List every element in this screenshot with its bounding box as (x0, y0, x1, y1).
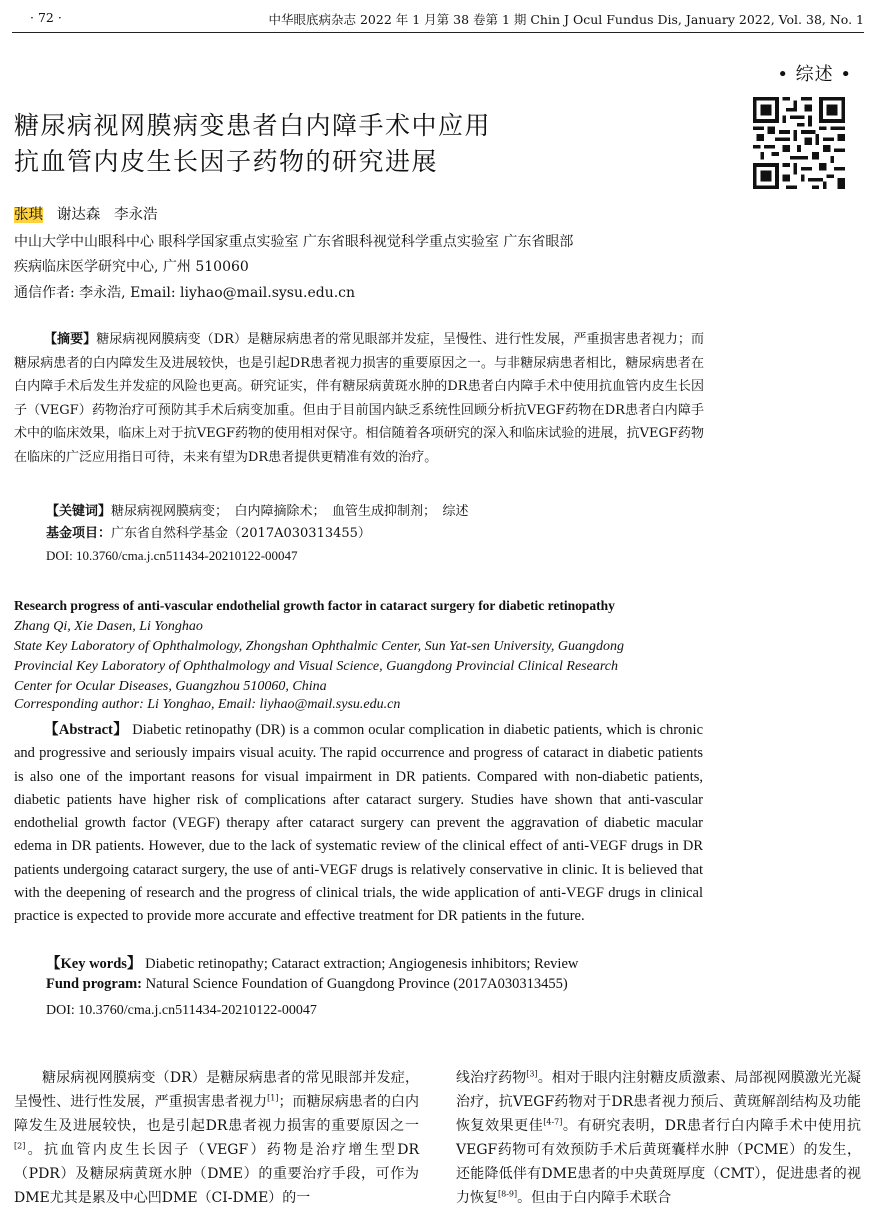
body-right-text-b: 。相对于眼内注射糖皮质激素、局部视网膜激光光凝治疗，抗VEGF药物对于DR患者视力预后、黄斑解剖结构及功能恢复效果更佳 (456, 1070, 861, 1134)
authors-en: Zhang Qi, Xie Dasen, Li Yonghao (14, 619, 203, 634)
header-divider (12, 32, 864, 33)
article-title-en: Research progress of anti-vascular endothelial growth factor in cataract surgery for diabetic retinopathy (14, 598, 615, 613)
body-left-text-b: ；而糖尿病患者的白内障发生及进展较快，也是引起DR患者视力损害的重要原因之一 (14, 1094, 420, 1134)
body-column-right (456, 1066, 861, 1210)
corresponding-author-zh: 通信作者: 李永浩, Email: liyhao@mail.sysu.edu.cn (14, 285, 356, 301)
abstract-label-en: 【Abstract】 (44, 722, 129, 738)
qr-code-icon (753, 97, 845, 189)
authors-zh (14, 203, 158, 228)
affiliation-en-line-2: Provincial Key Laboratory of Ophthalmology and Visual Science, Guangdong Provincial Clinical Research (14, 659, 618, 674)
title-line-2: 抗血管内皮生长因子药物的研究进展 (14, 147, 439, 176)
citation-4-7[interactable]: [4-7] (543, 1117, 563, 1127)
page-number: · 72 · (30, 10, 62, 25)
body-left-text-a: 糖尿病视网膜病变（DR）是糖尿病患者的常见眼部并发症，呈慢性、进行性发展，严重损害患者视力 (14, 1070, 419, 1110)
affiliation-en-line-3: Center for Ocular Diseases, Guangzhou 510060, China (14, 679, 327, 694)
fund-label-en: Fund program: (46, 976, 143, 992)
fund-text-en: Natural Science Foundation of Guangdong Province (2017A030313455) (145, 976, 568, 992)
author-2: 谢达森 (56, 207, 101, 223)
citation-3[interactable]: [3] (526, 1069, 538, 1079)
body-right-text-c: 。有研究表明，DR患者行白内障手术中使用抗VEGF药物可有效预防手术后黄斑囊样水肿（PCME）的发生，还能降低伴有DME患者的中央黄斑厚度（CMT），促进患者的视力恢复 (456, 1118, 862, 1206)
body-right-text-d: 。但由于白内障手术联合 (517, 1190, 672, 1206)
citation-8-9[interactable]: [8-9] (498, 1189, 518, 1199)
fund-en (46, 976, 568, 993)
abstract-en (14, 719, 703, 929)
affiliation-en-line-1: State Key Laboratory of Ophthalmology, Zhongshan Ophthalmic Center, Sun Yat-sen University, Guangdong (14, 639, 625, 654)
keywords-text-en: Diabetic retinopathy; Cataract extraction; Angiogenesis inhibitors; Review (145, 956, 579, 972)
abstract-text-zh: 糖尿病视网膜病变（DR）是糖尿病患者的常见眼部并发症，呈慢性、进行性发展，严重损害患者视力；而糖尿病患者的白内障发生及进展较快，也是引起DR患者视力损害的重要原因之一。与非糖尿病患者相比，糖尿病患者在白内障手术后发生并发症的风险也更高。研究证实，伴有糖尿病黄斑水肿的DR患者白内障手术中使用抗血管内皮生长因子（VEGF）药物治疗可预防其手术后病变加重。但由于目前国内缺乏系统性回顾分析抗VEGF药物在DR患者白内障手术中的临床效果，临床上对于抗VEGF药物的使用相对保守。相信随着各项研究的深入和临床试验的进展，抗VEGF药物在临床的广泛应用指日可待，未来有望为DR患者提供更精准有效的治疗。 (14, 332, 704, 465)
fund-zh (46, 523, 371, 545)
affiliation-line-2: 疾病临床医学研究中心, 广州 510060 (14, 259, 249, 275)
abstract-label-zh: 【摘要】 (44, 332, 97, 347)
doi-en: DOI: 10.3760/cma.j.cn511434-20210122-00047 (46, 1003, 317, 1018)
affiliation-zh (14, 230, 704, 280)
keywords-en (46, 952, 578, 973)
abstract-text-en: Diabetic retinopathy (DR) is a common ocular complication in diabetic patients, which is chronic and progressive and seriously impairs visual acuity. The rapid occurrence and progress of cataract in diabetic patients is also one of the important reasons for visual impairment in DR patients. Compared with non-diabetic patients, diabetic patients have higher risk of complications after cataract surgery. Studies have shown that anti-vascular endothelial growth factor (VEGF) therapy after cataract surgery can prevent the aggravation of diabetic macular edema in DR patients. However, due to the lack of systematic review of the clinical effect of anti-VEGF drugs in DR patients undergoing cataract surgery, the use of anti-VEGF drugs is relatively conservative in clinic. It is believed that with the deepening of research and the progress of clinical trials, the wide application of anti-VEGF drugs in clinical practice is expected to provide more accurate and effective treatment for DR patients in the future. (14, 722, 704, 925)
title-line-1: 糖尿病视网膜病变患者白内障手术中应用 (14, 111, 492, 140)
author-1: 张琪 (14, 207, 43, 223)
doi-zh: DOI: 10.3760/cma.j.cn511434-20210122-00047 (46, 548, 298, 563)
body-column-left (14, 1066, 419, 1210)
affiliation-en (14, 637, 714, 697)
keywords-label-en: 【Key words】 (46, 956, 142, 972)
fund-text-zh: 广东省自然科学基金（2017A030313455） (111, 526, 371, 541)
keywords-label-zh: 【关键词】 (46, 504, 112, 519)
keywords-text-zh: 糖尿病视网膜病变； 白内障摘除术； 血管生成抑制剂； 综述 (111, 504, 469, 519)
citation-2[interactable]: [2] (14, 1141, 26, 1151)
citation-1[interactable]: [1] (267, 1093, 279, 1103)
fund-label-zh: 基金项目： (46, 526, 112, 541)
corresponding-author-en: Corresponding author: Li Yonghao, Email: liyhao@mail.sysu.edu.cn (14, 697, 401, 712)
keywords-zh (46, 501, 469, 523)
section-label: • 综述 • (777, 64, 852, 85)
affiliation-line-1: 中山大学中山眼科中心 眼科学国家重点实验室 广东省眼科视觉科学重点实验室 广东省眼部 (14, 234, 574, 250)
abstract-zh (14, 328, 704, 469)
body-left-text-c: 。抗血管内皮生长因子（VEGF）药物是治疗增生型DR（PDR）及糖尿病黄斑水肿（DME）的重要治疗手段，可作为DME尤其是累及中心凹DME（CI-DME）的一 (14, 1142, 419, 1206)
body-right-text-a: 线治疗药物 (456, 1070, 527, 1086)
journal-header: 中华眼底病杂志 2022 年 1 月第 38 卷第 1 期 Chin J Ocul Fundus Dis, January 2022, Vol. 38, No. 1 (268, 12, 864, 27)
author-3: 李永浩 (114, 207, 158, 223)
article-title-zh (14, 108, 491, 180)
